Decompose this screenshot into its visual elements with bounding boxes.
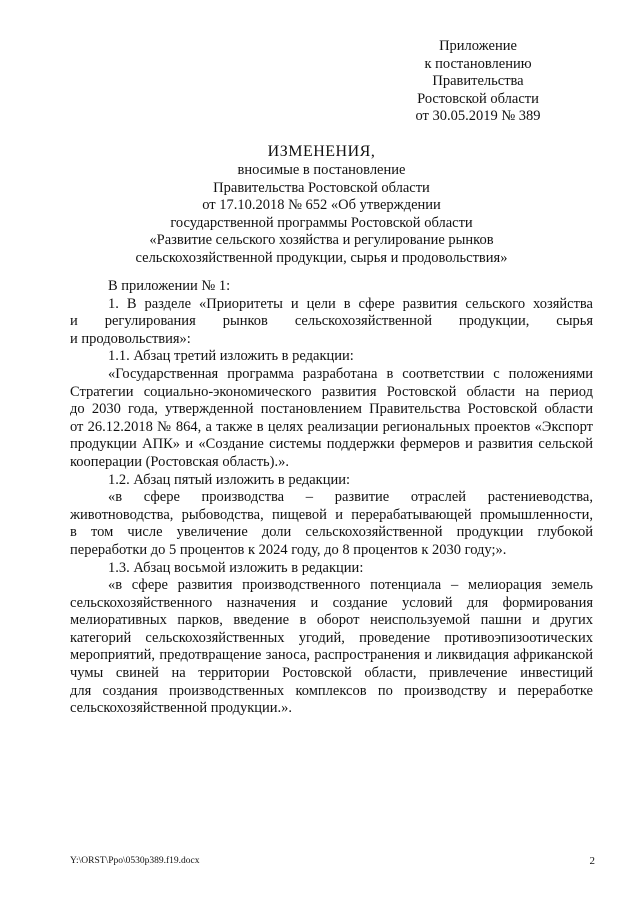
body-line: чумы свиней на территории Ростовской области, привлечение инвестиций — [70, 665, 593, 682]
appendix-line: от 30.05.2019 № 389 — [415, 108, 541, 124]
body-line: от 26.12.2018 № 864, а также в целях реализации региональных проектов «Экспорт — [70, 418, 593, 435]
body-line: до 2030 года, утвержденной постановлением Правительства Ростовской области — [70, 401, 593, 418]
body-line: продукции АПК» и «Создание системы поддержки фермеров и развития сельской — [70, 436, 593, 453]
body-line: «в сфере развития производственного потенциала – мелиорация земель — [108, 577, 593, 594]
appendix-line: Приложение — [439, 38, 517, 54]
heading-line: Правительства Ростовской области — [213, 179, 430, 196]
body-line: и продовольствия»: — [70, 330, 191, 347]
body-line: «Государственная программа разработана в соответствии с положениями — [108, 365, 593, 382]
body-line: мелиоративных парков, введение в оборот неиспользуемой пашни и других — [70, 612, 593, 629]
body-line: животноводства, рыбоводства, пищевой и перерабатывающей промышленности, — [70, 506, 593, 523]
heading-line: «Развитие сельского хозяйства и регулирование рынков — [149, 232, 494, 249]
appendix-line: Правительства — [432, 73, 524, 89]
body-line: категорий сельскохозяйственных угодий, проведение противоэпизоотических — [70, 629, 593, 646]
document-body — [70, 278, 593, 718]
page-number: 2 — [589, 855, 595, 867]
heading-line: сельскохозяйственной продукции, сырья и продовольствия» — [135, 249, 508, 266]
body-line: переработки до 5 процентов к 2024 году, до 8 процентов к 2030 году;». — [70, 541, 507, 558]
body-line: 1.2. Абзац пятый изложить в редакции: — [108, 471, 351, 488]
body-line: В приложении № 1: — [108, 278, 231, 294]
body-line: 1.1. Абзац третий изложить в редакции: — [108, 348, 354, 365]
body-line: Стратегии социально-экономического развития Ростовской области на период — [70, 383, 593, 400]
appendix-line: к постановлению — [424, 55, 532, 72]
heading-line: государственной программы Ростовской области — [170, 214, 473, 231]
appendix-block — [378, 38, 578, 126]
document-heading — [60, 142, 583, 268]
appendix-line: Ростовской области — [417, 90, 539, 107]
body-line: «в сфере производства – развитие отраслей растениеводства, — [108, 489, 593, 506]
heading-line: вносимые в постановление — [237, 162, 406, 178]
body-line: и регулирования рынков сельскохозяйственной продукции, сырья — [70, 313, 593, 330]
body-line: 1.3. Абзац восьмой изложить в редакции: — [108, 559, 364, 576]
body-line: мероприятий, предотвращение заноса, распространения и ликвидация африканской — [70, 647, 593, 664]
body-line: для создания производственных комплексов по производству и переработке — [70, 682, 593, 699]
body-line: сельскохозяйственной продукции.». — [70, 700, 293, 717]
body-line: в том числе увеличение доли сельскохозяйственной продукции глубокой — [70, 524, 593, 541]
body-line: 1. В разделе «Приоритеты и цели в сфере развития сельского хозяйства — [108, 295, 593, 312]
document-title: ИЗМЕНЕНИЯ, — [267, 143, 376, 160]
heading-line: от 17.10.2018 № 652 «Об утверждении — [202, 197, 441, 214]
body-line: сельскохозяйственного назначения и создание условий для формирования — [70, 594, 593, 611]
file-path-footer: Y:\ORST\Ppo\0530p389.f19.docx — [70, 856, 200, 866]
body-line: кооперации (Ростовская область).». — [70, 453, 289, 470]
